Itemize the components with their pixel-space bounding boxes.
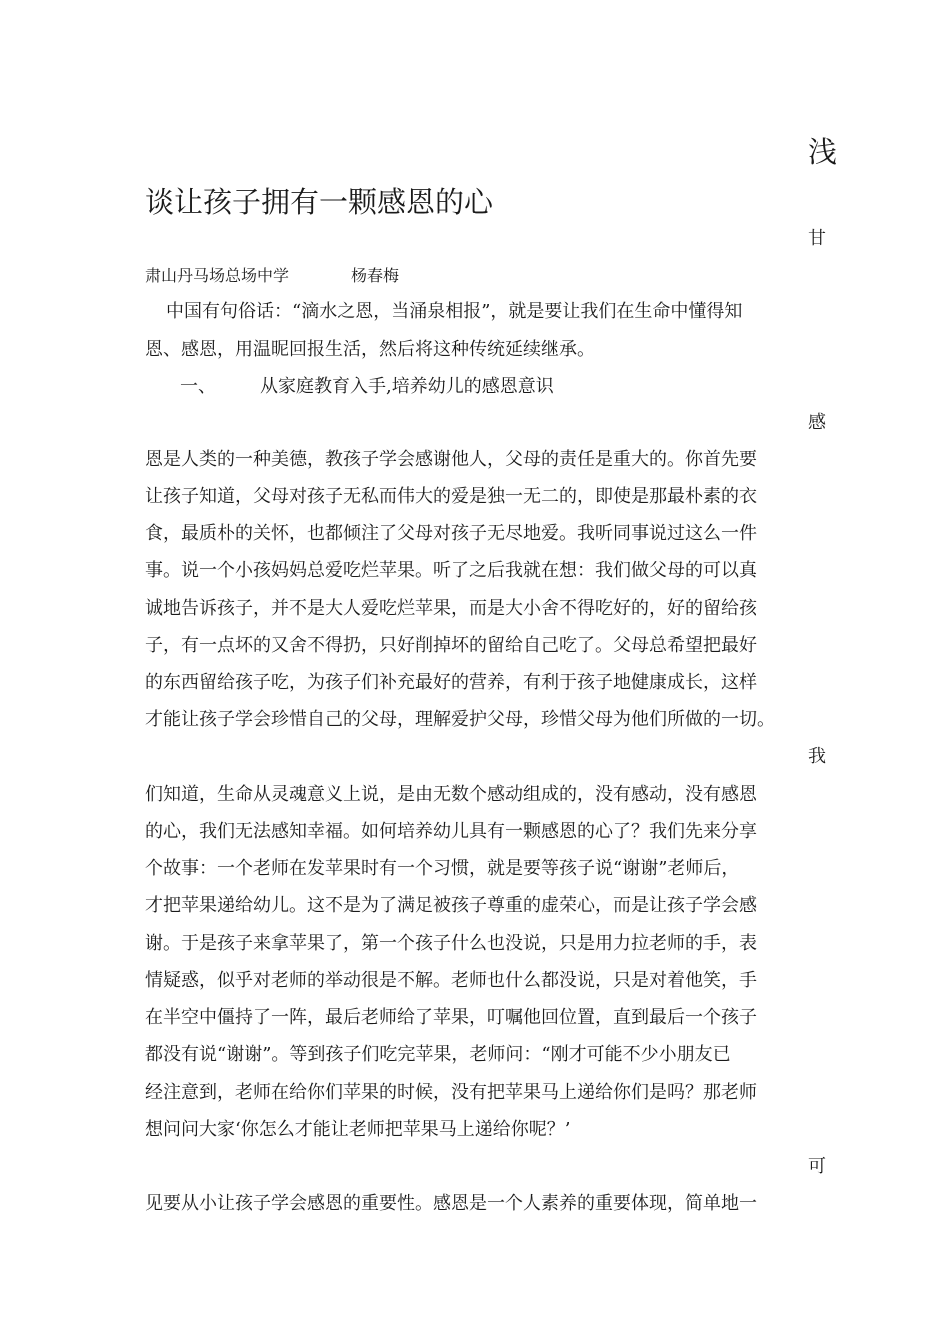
intro-line: 恩、感恩，用温昵回报生活，然后将这种传统延续继承。 <box>145 339 595 360</box>
paragraph1-line: 食，最质朴的关怀，也都倾注了父母对孩子无尽地爱。我听同事说过这么一件 <box>145 523 757 544</box>
school-name: 肃山丹马场总场中学 <box>145 266 290 285</box>
paragraph2-line: 们知道，生命从灵魂意义上说，是由无数个感动组成的，没有感动，没有感恩 <box>145 784 757 805</box>
paragraph2-line: 经注意到，老师在给你们苹果的时候，没有把苹果马上递给你们是吗？那老师 <box>145 1082 757 1103</box>
document-title: 谈让孩子拥有一颗感恩的心 <box>145 185 494 219</box>
paragraph1-line: 恩是人类的一种美德，教孩子学会感谢他人，父母的责任是重大的。你首先要 <box>145 449 757 470</box>
paragraph3-leading-char: 可 <box>808 1156 826 1177</box>
title-first-char: 浅 <box>808 135 838 169</box>
paragraph1-line: 才能让孩子学会珍惜自己的父母，理解爱护父母，珍惜父母为他们所做的一切。 <box>145 709 775 730</box>
paragraph1-line: 的东西留给孩子吃，为孩子们补充最好的营养，有利于孩子地健康成长，这样 <box>145 672 757 693</box>
paragraph2-leading-char: 我 <box>808 746 826 767</box>
paragraph1-leading-char: 感 <box>808 412 826 433</box>
author-name: 杨春梅 <box>351 266 400 285</box>
paragraph2-line: 想问问大家‘你怎么才能让老师把苹果马上递给你呢？’ <box>145 1119 571 1140</box>
paragraph1-line: 让孩子知道，父母对孩子无私而伟大的爱是独一无二的，即使是那最朴素的衣 <box>145 486 757 507</box>
paragraph2-line: 情疑惑，似乎对老师的举动很是不解。老师也什么都没说，只是对着他笑，手 <box>145 970 757 991</box>
intro-line: 中国有句俗话：“滴水之恩，当涌泉相报”，就是要让我们在生命中懂得知 <box>166 301 743 322</box>
section-heading <box>180 374 554 400</box>
paragraph1-line: 事。说一个小孩妈妈总爱吃烂苹果。听了之后我就在想：我们做父母的可以真 <box>145 560 757 581</box>
paragraph2-line: 才把苹果递给幼儿。这不是为了满足被孩子尊重的虚荣心，而是让孩子学会感 <box>145 895 757 916</box>
paragraph2-line: 谢。于是孩子来拿苹果了，第一个孩子什么也没说，只是用力拉老师的手，表 <box>145 933 757 954</box>
paragraph2-line: 在半空中僵持了一阵，最后老师给了苹果，叮嘱他回位置，直到最后一个孩子 <box>145 1007 757 1028</box>
paragraph2-line: 都没有说“谢谢”。等到孩子们吃完苹果，老师问：“刚才可能不少小朋友已 <box>145 1044 731 1065</box>
paragraph3-line: 见要从小让孩子学会感恩的重要性。感恩是一个人素养的重要体现，简单地一 <box>145 1193 757 1214</box>
paragraph2-line: 个故事：一个老师在发苹果时有一个习惯，就是要等孩子说“谢谢”老师后， <box>145 858 740 879</box>
author-line <box>145 264 399 288</box>
paragraph1-line: 诚地告诉孩子，并不是大人爱吃烂苹果，而是大小舍不得吃好的，好的留给孩 <box>145 598 757 619</box>
paragraph2-line: 的心，我们无法感知幸福。如何培养幼儿具有一颗感恩的心了？我们先来分享 <box>145 821 757 842</box>
section-number: 一、 <box>180 376 216 397</box>
author-leading-char: 甘 <box>808 228 826 249</box>
section-heading-text: 从家庭教育入手,培养幼儿的感恩意识 <box>260 376 554 397</box>
paragraph1-line: 子，有一点坏的又舍不得扔，只好削掉坏的留给自己吃了。父母总希望把最好 <box>145 635 757 656</box>
